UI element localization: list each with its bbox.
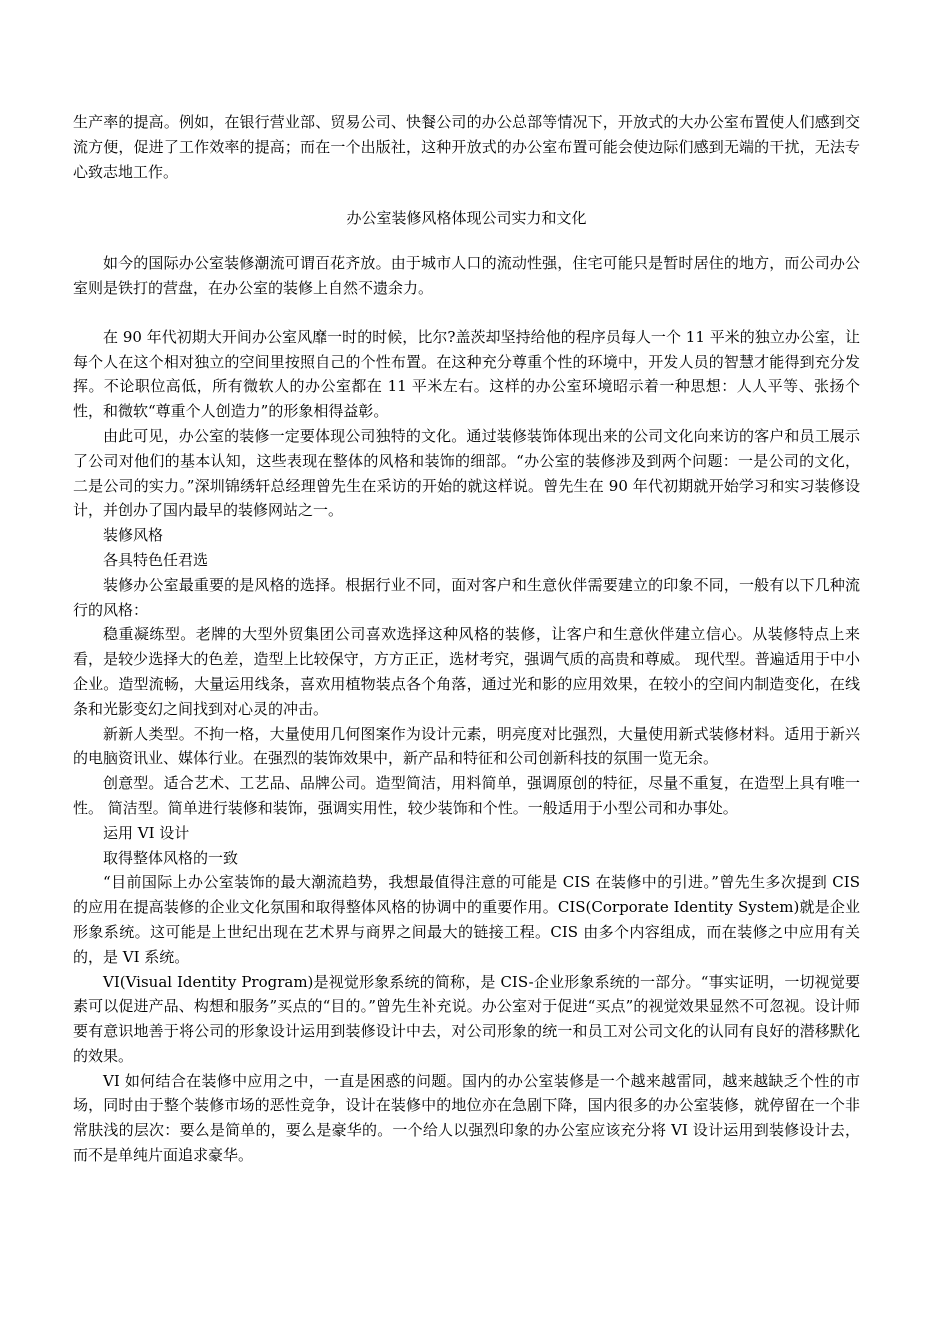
paragraph-microsoft: 在 90 年代初期大开间办公室风靡一时的时候，比尔?盖茨却坚持给他的程序员每人一个 11 平米的独立办公室，让每个人在这个相对独立的空间里按照自己的个性布置。在这种充分尊重个性的环境中，开发人员的智慧才能得到充分发挥。不论职位高低，所有微软人的办公室都在 11 平米左右。这样的办公室环境昭示着一种思想：人人平等、张扬个性，和微软“尊重个人创造力”的形象相得益彰。 xyxy=(73,327,860,421)
paragraph-style-steady: 稳重凝练型。老牌的大型外贸集团公司喜欢选择这种风格的装修，让客户和生意伙伴建立信心。从装修特点上来看，是较少选择大的色差，造型上比较保守，方方正正，选材考究，强调气质的高贵和尊威。 现代型。普遍适用于中小企业。造型流畅，大量运用线条，喜欢用植物装点各个角落，通过光和影的应用效果，在较小的空间内制造变化，在线条和光影变幻之间找到对心灵的冲击。 xyxy=(73,625,860,718)
section-title: 办公室装修风格体现公司实力和文化 xyxy=(346,209,587,228)
document-body xyxy=(73,110,860,1168)
paragraph-style-intro: 装修办公室最重要的是风格的选择。根据行业不同，面对客户和生意伙伴需要建立的印象不同，一般有以下几种流行的风格： xyxy=(73,575,860,619)
subheading-vi: 运用 VI 设计 xyxy=(103,823,190,842)
paragraph-continuation: 生产率的提高。例如，在银行营业部、贸易公司、快餐公司的办公总部等情况下，开放式的大办公室布置使人们感到交流方便，促进了工作效率的提高；而在一个出版社，这种开放式的办公室布置可能会使边际们感到无端的干扰，无法专心致志地工作。 xyxy=(73,113,860,181)
paragraph-style-new: 新新人类型。不拘一格，大量使用几何图案作为设计元素，明亮度对比强烈，大量使用新式装修材料。适用于新兴的电脑资讯业、媒体行业。在强烈的装饰效果中，新产品和特征和公司创新科技的氛围一览无余。 xyxy=(73,724,860,768)
paragraph-intro: 如今的国际办公室装修潮流可谓百花齐放。由于城市人口的流动性强，住宅可能只是暂时居住的地方，而公司办公室则是铁打的营盘，在办公室的装修上自然不遗余力。 xyxy=(73,254,860,297)
subheading-style: 装修风格 xyxy=(103,526,164,545)
paragraph-culture: 由此可见，办公室的装修一定要体现公司独特的文化。通过装修装饰体现出来的公司文化向来访的客户和员工展示了公司对他们的基本认知，这些表现在整体的风格和装饰的细部。“办公室的装修涉及到两个问题：一是公司的文化，二是公司的实力。”深圳锦绣轩总经理曾先生在采访的开始的就这样说。曾先生在 90 年代初期就开始学习和实习装修设计，并创办了国内最早的装修网站之一。 xyxy=(73,426,860,520)
paragraph-vi-application: VI 如何结合在装修中应用之中，一直是困惑的问题。国内的办公室装修是一个越来越雷同，越来越缺乏个性的市场，同时由于整个装修市场的恶性竞争，设计在装修中的地位亦在急剧下降，国内很多的办公室装修，就停留在一个非常肤浅的层次：要么是简单的，要么是豪华的。一个给人以强烈印象的办公室应该充分将 VI 设计运用到装修设计去，而不是单纯片面追求豪华。 xyxy=(73,1071,860,1165)
subheading-style-choice: 各具特色任君选 xyxy=(103,550,209,569)
paragraph-style-creative: 创意型。适合艺术、工艺品、品牌公司。造型简洁，用料简单，强调原创的特征，尽量不重复，在造型上具有唯一性。 简洁型。简单进行装修和装饰，强调实用性，较少装饰和个性。一般适用于小型公司和办事处。 xyxy=(73,774,860,817)
subheading-vi-unity: 取得整体风格的一致 xyxy=(103,848,239,867)
paragraph-cis: “目前国际上办公室装饰的最大潮流趋势，我想最值得注意的可能是 CIS 在装修中的引进。”曾先生多次提到 CIS 的应用在提高装修的企业文化氛围和取得整体风格的协调中的重要作用。CIS(Corporate Identity System)就是企业形象系统。这可能是上世纪出现在艺术界与商界之间最大的链接工程。CIS 由多个内容组成，而在装修之中应用有关的，是 VI 系统。 xyxy=(73,873,860,966)
paragraph-vi-definition: VI(Visual Identity Program)是视觉形象系统的简称，是 CIS-企业形象系统的一部分。“事实证明，一切视觉要素可以促进产品、构想和服务”买点的“目的。”曾先生补充说。办公室对于促进“买点”的视觉效果显然不可忽视。设计师要有意识地善于将公司的形象设计运用到装修设计中去，对公司形象的统一和员工对公司文化的认同有良好的潜移默化的效果。 xyxy=(73,972,860,1065)
